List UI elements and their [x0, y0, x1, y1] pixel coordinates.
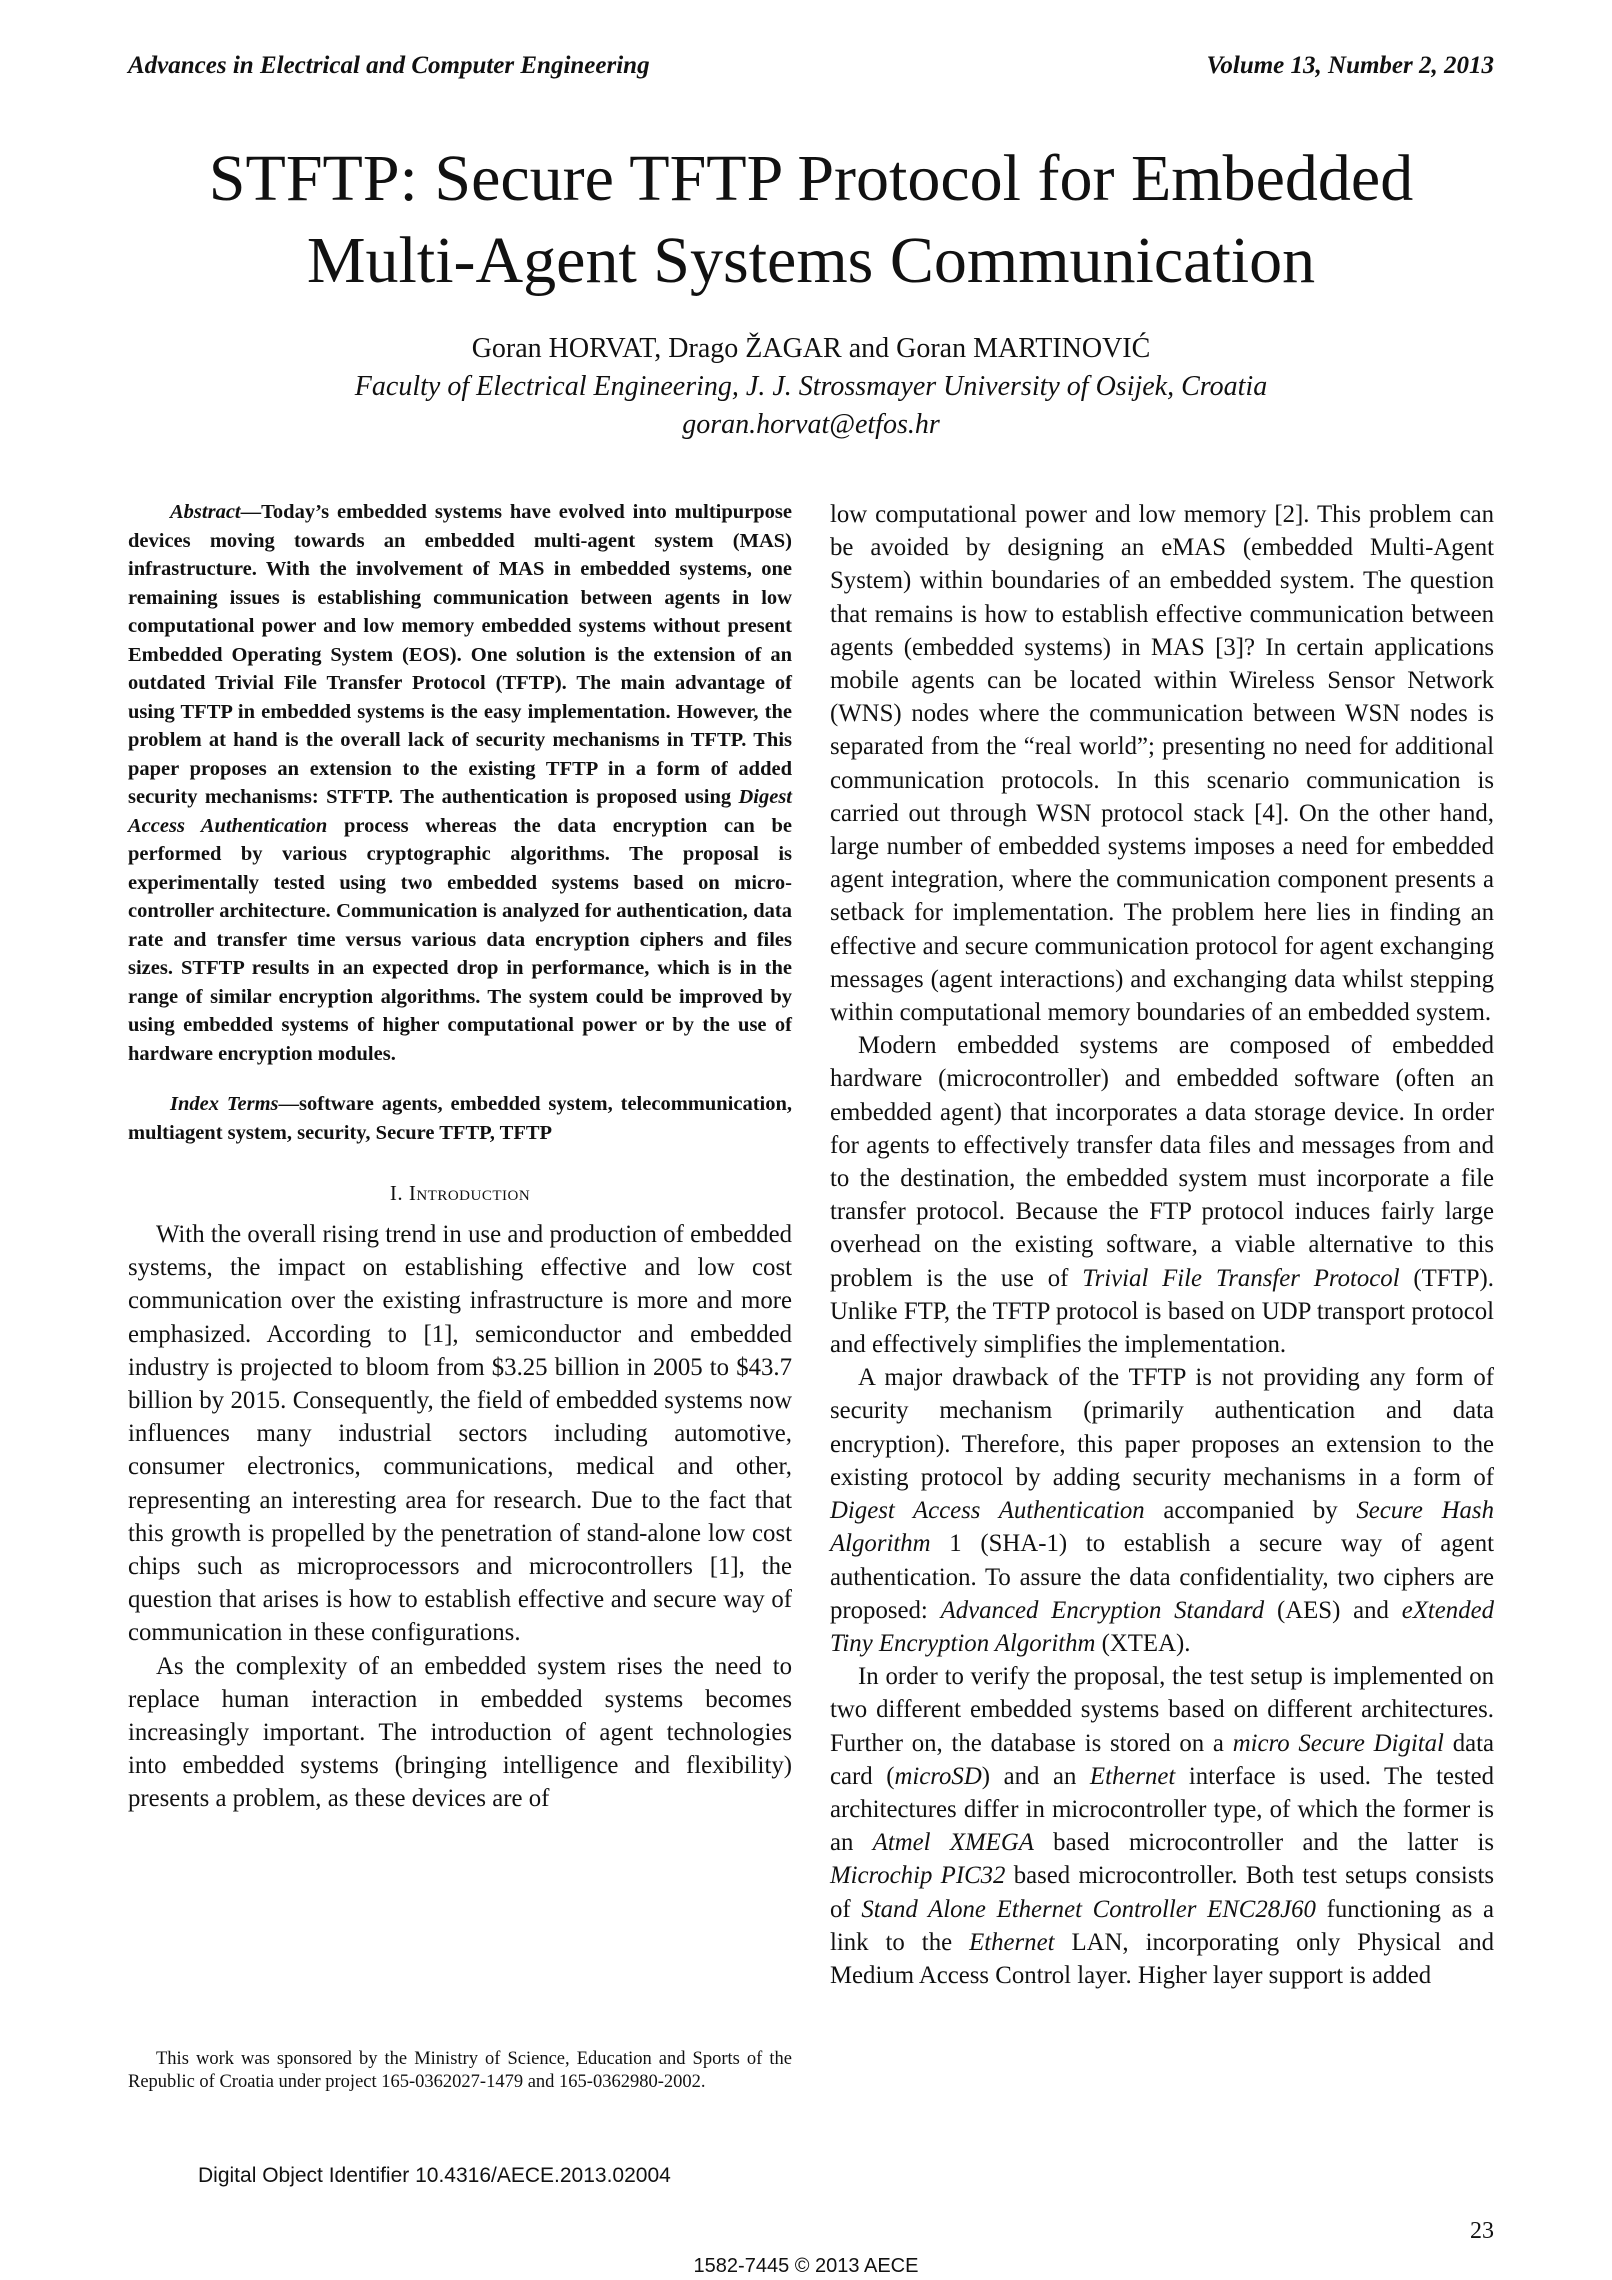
abstract-emphasis: Digest Access Authentication: [128, 786, 792, 837]
emphasis-run: Advanced Encryption Standard: [940, 1596, 1265, 1624]
abstract: [128, 498, 792, 1068]
text-run: Modern embedded systems are composed of embedded hardware (microcontroller) and embedded software (often an embedded agent) that incorporates a data storage device. In order for agents to effectively transfer data files and messages from and to the destination, the embedded system must incorporate a file transfer protocol. Because the FTP protocol induces fairly large overhead on the existing software, a viable alternative to this problem is the use of: [830, 1032, 1494, 1292]
text-run: data card (: [830, 1729, 1495, 1790]
intro-paragraph-2: As the complexity of an embedded system rises the need to replace human interaction in embedded systems becomes increasingly important. The introduction of agent technologies into embedded systems (bringing intelligence and flexibility) presents a problem, as these devices are of: [128, 1652, 792, 1813]
text-run: accompanied by: [1144, 1497, 1357, 1525]
emphasis-run: Trivial File Transfer Protocol: [1082, 1264, 1400, 1292]
right-paragraph-2: [830, 1029, 1494, 1361]
authors: Goran HORVAT, Drago ŽAGAR and Goran MARTINOVIĆ: [471, 333, 1151, 364]
section-title: Introduction: [408, 1181, 531, 1205]
text-run: (XTEA).: [1095, 1629, 1191, 1657]
emphasis-run: Secure Hash Algorithm: [830, 1497, 1494, 1558]
author-email[interactable]: goran.horvat@etfos.hr: [682, 409, 940, 440]
emphasis-run: Stand Alone Ethernet Controller ENC28J60: [861, 1895, 1316, 1923]
paper-title: [128, 138, 1494, 302]
emphasis-run: micro Secure Digital: [1232, 1729, 1444, 1757]
title-line-1: STFTP: Secure TFTP Protocol for Embedded: [208, 142, 1414, 215]
doi-link[interactable]: Digital Object Identifier 10.4316/AECE.2013.02004: [198, 2164, 671, 2187]
title-line-2: Multi-Agent Systems Communication: [306, 224, 1316, 297]
section-heading-introduction: [128, 1181, 792, 1206]
emphasis-run: microSD: [894, 1762, 982, 1790]
right-paragraph-4: [830, 1660, 1494, 1992]
text-run: functioning as a link to the: [830, 1895, 1494, 1956]
copyright-line: 1582-7445 © 2013 AECE: [693, 2255, 919, 2277]
text-run: interface is used. The tested architectures differ in microcontroller type, of which the former is an: [830, 1762, 1494, 1857]
text-run: based microcontroller and the latter is: [1033, 1829, 1494, 1857]
emphasis-run: Atmel XMEGA: [872, 1829, 1034, 1857]
text-run: ) and an: [981, 1762, 1090, 1790]
affiliation: Faculty of Electrical Engineering, J. J. Strossmayer University of Osijek, Croatia: [354, 371, 1268, 402]
text-run: 1 (SHA-1) to establish a secure way of agent authentication. To assure the data confidentiality, two ciphers are proposed:: [830, 1530, 1494, 1624]
abstract-text-1: —Today’s embedded systems have evolved into multipurpose devices moving towards an embedded multi-agent system (MAS) infrastructure. With the involvement of MAS in embedded systems, one remaining issues is establishing communication between agents in low computational power and low memory embedded systems without present Embedded Operating System (EOS). One solution is the extension of an outdated Trivial File Transfer Protocol (TFTP). The main advantage of using TFTP in embedded systems is the easy implementation. However, the problem at hand is the overall lack of security mechanisms in TFTP. This paper proposes an extension to the existing TFTP in a form of added security mechanisms: STFTP. The authentication is proposed using: [128, 501, 792, 808]
section-numeral: I.: [389, 1181, 409, 1205]
funding-footnote: This work was sponsored by the Ministry of Science, Education and Sports of the Republic of Croatia under project 165-0362027-1479 and 165-0362980-2002.: [128, 2049, 792, 2092]
volume-info: Volume 13, Number 2, 2013: [1206, 52, 1494, 79]
emphasis-run: Microchip PIC32: [830, 1862, 1006, 1890]
right-paragraph-1: low computational power and low memory [2]. This problem can be avoided by designing an eMAS (embedded Multi-Agent System) within boundaries of an embedded system. The question that remains is how to establish effective communication between agents (embedded systems) in MAS [3]? In certain applications mobile agents can be located within Wireless Sensor Network (WNS) nodes where the communication between WSN nodes is separated from the “real world”; presenting no need for additional communication protocols. In this scenario communication is carried out through WSN protocol stack [4]. On the other hand, large number of embedded systems imposes a need for embedded agent integration, where the communication component presents a setback for implementation. The problem here lies in finding an effective and secure communication protocol for agent exchanging messages (agent interactions) and exchanging data whilst stepping within computational memory boundaries of an embedded system.: [830, 501, 1494, 1027]
index-terms: [128, 1090, 792, 1147]
page-number: 23: [1470, 2218, 1494, 2244]
text-run: LAN, incorporating only Physical and Medium Access Control layer. Higher layer support is added: [830, 1928, 1494, 1989]
right-paragraph-3: [830, 1361, 1494, 1660]
right-column: [830, 498, 1494, 1992]
journal-name: Advances in Electrical and Computer Engineering: [128, 52, 650, 79]
left-column: [128, 498, 792, 1816]
index-terms-text: —software agents, embedded system, telecommunication, multiagent system, security, Secure TFTP, TFTP: [128, 1093, 793, 1144]
emphasis-run: Ethernet: [1089, 1762, 1176, 1790]
emphasis-run: eXtended Tiny Encryption Algorithm: [830, 1596, 1494, 1657]
abstract-text-2: process whereas the data encryption can be performed by various cryptographic algorithms. The proposal is experimentally tested using two embedded systems based on micro-controller architecture. Communication is analyzed for authentication, data rate and transfer time versus various data encryption ciphers and files sizes. STFTP results in an expected drop in performance, which is in the range of similar encryption algorithms. The system could be improved by using embedded systems of higher computational power or by the use of hardware encryption modules.: [128, 814, 792, 1065]
emphasis-run: Digest Access Authentication: [830, 1497, 1145, 1525]
emphasis-run: Ethernet: [969, 1928, 1055, 1956]
text-run: (AES) and: [1264, 1596, 1402, 1624]
text-run: A major drawback of the TFTP is not providing any form of security mechanism (primarily authentication and data encryption). Therefore, this paper proposes an extension to the existing protocol by adding security mechanisms in a form of: [830, 1364, 1494, 1491]
intro-paragraph-1: With the overall rising trend in use and production of embedded systems, the impact on establishing effective and low cost communication over the existing infrastructure is more and more emphasized. According to [1], semiconductor and embedded industry is projected to bloom from $3.25 billion in 2005 to $43.7 billion by 2015. Consequently, the field of embedded systems now influences many industrial sectors including automotive, consumer electronics, communications, medical and other, representing an interesting area for research. Due to the fact that this growth is propelled by the penetration of stand-alone low cost chips such as microprocessors and microcontrollers [1], the question that arises is how to establish effective and secure way of communication in these configurations.: [128, 1221, 792, 1647]
text-run: In order to verify the proposal, the test setup is implemented on two different embedded systems based on different architectures. Further on, the database is stored on a: [830, 1663, 1494, 1757]
abstract-label: Abstract: [170, 501, 241, 523]
index-terms-label: Index Terms: [170, 1093, 279, 1115]
text-run: (TFTP). Unlike FTP, the TFTP protocol is based on UDP transport protocol and effectively simplifies the implementation.: [830, 1264, 1494, 1359]
text-run: based microcontroller. Both test setups consists of: [830, 1862, 1495, 1923]
